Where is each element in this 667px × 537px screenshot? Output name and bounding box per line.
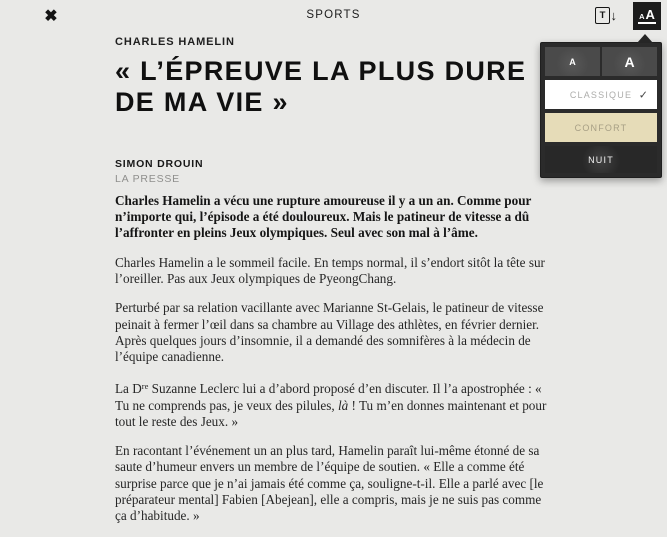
theme-label: NUIT xyxy=(588,154,614,165)
paragraph: Perturbé par sa relation vacillante avec Marianne St-Gelais, le patineur de vitesse peinait à fermer l’œil dans sa chambre au Village des athlètes, en février dernier. Après quelques jours d’insomnie, il a demandé des somnifères à la médecin de l’équipe canadienne. xyxy=(115,300,544,364)
superscript-text: re xyxy=(141,381,149,392)
author-name: SIMON DROUIN xyxy=(115,158,204,170)
paragraph: En racontant l’événement un an plus tard, Hamelin paraît lui-même étonné de sa saute d’humeur envers un membre de l’équipe de soutien. « Elle a comme été surprise parce que je n’ai jamais été comme ça, souligne-t-il. Elle a parlé avec [le préparateur mental] Fabien [Abejean], elle a compris, mais je ne suis pas comme ça d’habitude. » xyxy=(115,443,544,523)
article-headline xyxy=(115,56,547,118)
headline-line-1: « L’ÉPREUVE LA PLUS DURE xyxy=(115,56,527,86)
paragraph-text: ! Tu m’en donnes maintenant et pour tout le reste des Jeux. » xyxy=(115,397,547,429)
publication-name: LA PRESSE xyxy=(115,173,180,185)
lead-paragraph: Charles Hamelin a vécu une rupture amoureuse il y a un an. Comme pour n’importe qui, l’épisode a été douloureux. Mais le patineur de vitesse a dû l’affronter en pleins Jeux olympiques. Seul avec son mal à l’âme. xyxy=(115,193,532,241)
large-a-glyph: A xyxy=(645,7,655,22)
paragraph xyxy=(115,378,547,430)
italic-text: là xyxy=(337,397,349,413)
display-options-button[interactable] xyxy=(633,2,661,30)
decrease-font-button[interactable]: A xyxy=(545,47,600,76)
theme-label: CONFORT xyxy=(574,122,628,133)
article xyxy=(115,36,547,537)
font-size-controls xyxy=(545,47,657,76)
topbar xyxy=(0,0,667,34)
article-kicker: CHARLES HAMELIN xyxy=(115,36,235,48)
theme-option-confort[interactable] xyxy=(545,113,657,142)
down-arrow-icon: ↓ xyxy=(610,8,617,23)
headline-line-2: DE MA VIE » xyxy=(115,87,289,117)
byline-block xyxy=(115,158,547,185)
theme-label: CLASSIQUE xyxy=(569,89,633,100)
text-size-icon: T xyxy=(595,7,610,24)
paragraph-text: La D xyxy=(115,381,142,397)
paragraph: Charles Hamelin a le sommeil facile. En temps normal, il s’endort sitôt la tête sur l’oreiller. Pas aux Jeux olympiques de PyeongChang. xyxy=(115,254,545,286)
text-size-button[interactable] xyxy=(592,4,618,30)
theme-option-classique[interactable] xyxy=(545,80,657,109)
theme-option-nuit[interactable] xyxy=(545,146,657,173)
checkmark-icon: ✓ xyxy=(638,89,648,101)
section-title: SPORTS xyxy=(306,9,361,21)
display-options-popover xyxy=(540,42,662,178)
increase-font-button[interactable]: A xyxy=(602,47,657,76)
popover-arrow xyxy=(637,34,653,43)
paragraph-text: Suzanne Leclerc lui a d’abord proposé d’en discuter. Il l’a apostrophée : « Tu ne comprends pas, je veux des pilules, xyxy=(115,381,542,413)
close-icon: ✖ xyxy=(44,8,58,25)
small-a-glyph: A xyxy=(639,12,645,21)
font-settings-icon xyxy=(638,8,656,24)
